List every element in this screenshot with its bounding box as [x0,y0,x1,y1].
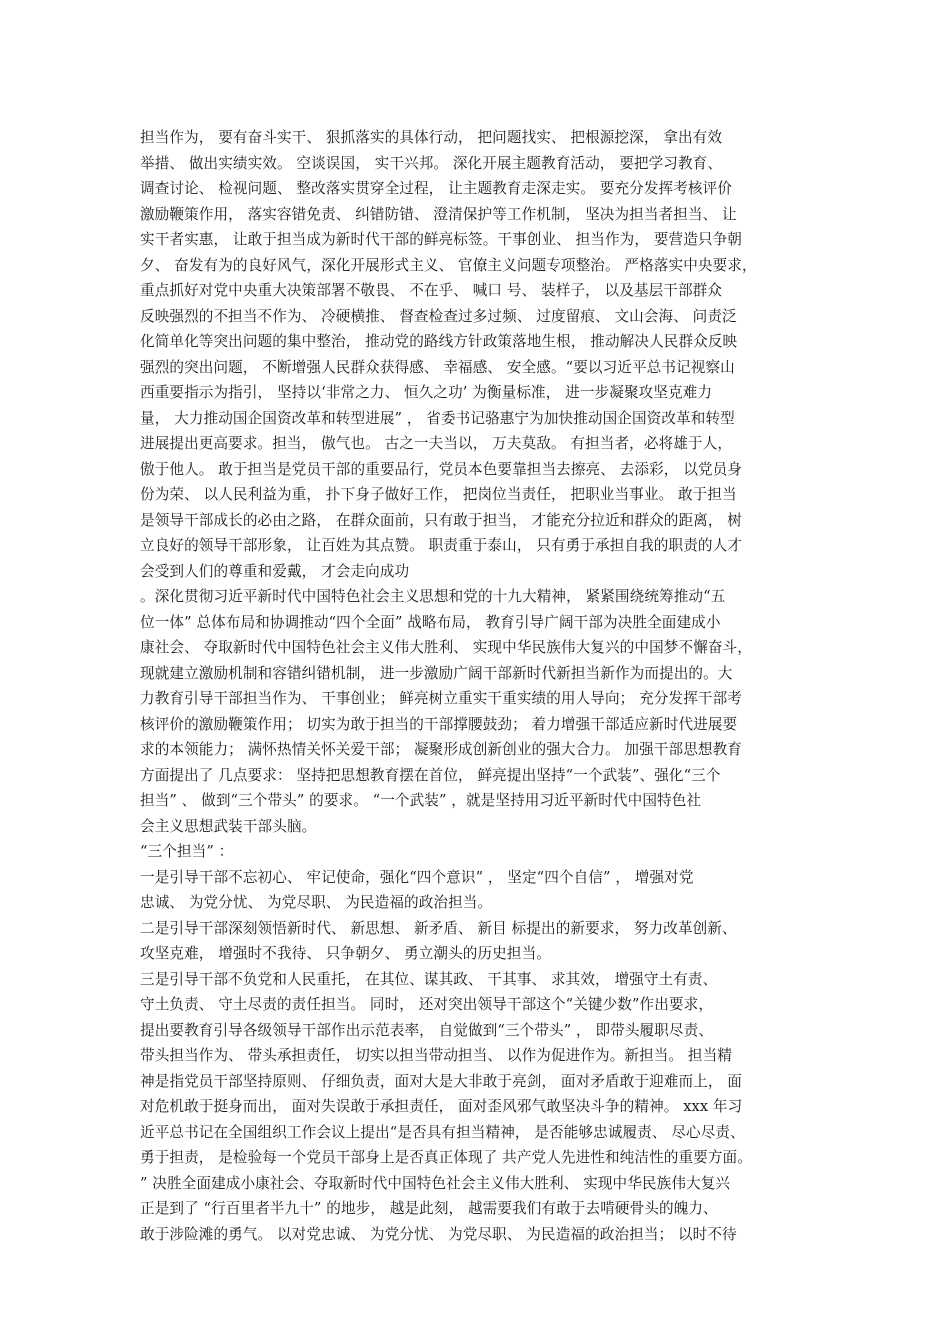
text-line: 傲于他人。 敢于担当是党员干部的重要品行，党员本色要靠担当去擦亮、 去添彩， 以党员身 [140,460,742,478]
text-line: 忠诚、 为党分忧、 为党尽职、 为民造福的政治担当。 [140,894,493,911]
text-line: 西重要指示为指引， 坚持以‘非常之力、 恒久之功’ 为衡量标准， 进一步凝聚攻坚克难力 [140,384,713,401]
text-line: 反映强烈的不担当不作为、 冷硬横推、 督查检查过多过频、 过度留痕、 文山会海、 问责泛 [140,307,737,325]
text-line: 二是引导干部深刻领悟新时代、 新思想、 新矛盾、 新目 标提出的新要求， 努力改革创新、 [140,919,737,937]
text-line: 调查讨论、 检视问题、 整改落实贯穿全过程， 让主题教育走深走实。 要充分发挥考核评价 [140,180,733,197]
text-line: 进展提出更高要求。担当， 傲气也。 古之一夫当以， 万夫莫敌。 有担当者，必将雄于人， [140,435,733,452]
text-line: 攻坚克难， 增强时不我待、 只争朝夕、 勇立潮头的历史担当。 [140,945,551,962]
text-line: 担当作为， 要有奋斗实干、 狠抓落实的具体行动， 把问题找实、 把根源挖深， 拿出有效 [140,129,723,146]
text-line: 敢于涉险滩的勇气。 以对党忠诚、 为党分忧、 为党尽职、 为民造福的政治担当； 以时不待 [140,1225,737,1243]
text-line: 一是引导干部不忘初心、 牢记使命，强化“四个意识” ， 坚定“四个自信” ， 增强对党 [140,868,694,886]
text-line: 夕、 奋发有为的良好风气，深化开展形式主义、 官僚主义问题专项整治。 严格落实中央要求， [140,256,757,274]
text-line: 神是指党员干部坚持原则、 仔细负责，面对大是大非敢于亮剑， 面对矛盾敢于迎难而上， 面 [140,1072,742,1090]
text-line: 求的本领能力； 满怀热情关怀关爱干部； 凝聚形成创新创业的强大合力。 加强干部思想教育 [140,741,742,758]
text-line: “三个担当” ： [140,843,234,860]
document-body [140,125,830,1247]
text-line: 量， 大力推动国企国资改革和转型进展” ， 省委书记骆惠宁为加快推动国企国资改革和转型 [140,409,735,427]
text-line: 勇于担责， 是检验每一个党员干部身上是否真正体现了 共产党人先进性和纯洁性的重要方面。 [140,1149,752,1166]
text-line: ” 决胜全面建成小康社会、夺取新时代中国特色社会主义伟大胜利、 实现中华民族伟大复兴 [140,1174,731,1192]
text-line: 激励鞭策作用， 落实容错免责、 纠错防错、 澄清保护等工作机制， 坚决为担当者担当、 让 [140,205,737,223]
text-line: 担当” 、 做到“三个带头” 的要求。 “一个武装” ，就是坚持用习近平新时代中国特色社 [140,792,702,809]
text-line: 力教育引导干部担当作为、 干事创业； 鲜亮树立重实干重实绩的用人导向； 充分发挥干部考 [140,690,742,707]
text-line: 提出要教育引导各级领导干部作出示范表率， 自觉做到“三个带头” ， 即带头履职尽责、 [140,1021,714,1039]
text-line: 强烈的突出问题， 不断增强人民群众获得感、 幸福感、 安全感。“要以习近平总书记视察山 [140,358,735,376]
text-line: 重点抓好对党中央重大决策部署不敬畏、 不在乎、 喊口 号、 装样子， 以及基层干部群众 [140,282,723,299]
text-line: 会主义思想武装干部头脑。 [140,817,317,835]
text-line: 会受到人们的尊重和爱戴， 才会走向成功 [140,562,410,580]
text-line: 。深化贯彻习近平新时代中国特色社会主义思想和党的十九大精神， 紧紧围绕统筹推动“五 [140,588,726,605]
text-line: 举措、 做出实绩实效。 空谈误国， 实干兴邦。 深化开展主题教育活动， 要把学习教育、 [140,154,723,172]
text-line: 核评价的激励鞭策作用； 切实为敢于担当的干部撑腰鼓劲； 着力增强干部适应新时代进展要 [140,715,738,733]
text-line: 位一体” 总体布局和协调推动“四个全面” 战略布局， 教育引导广阔干部为决胜全面建成小 [140,613,721,631]
text-line: 对危机敢于挺身而出， 面对失误敢于承担责任， 面对歪风邪气敢坚决斗争的精神。 xxx 年习 [140,1098,743,1115]
text-line: 守土负责、 守土尽责的责任担当。 同时， 还对突出领导干部这个“关键少数”作出要求， [140,996,714,1013]
text-line: 方面提出了 几点要求： 坚持把思想教育摆在首位， 鲜亮提出坚持“一个武装”、强化“三个 [140,766,721,784]
text-line: 立良好的领导干部形象， 让百姓为其点赞。 职责重于泰山， 只有勇于承担自我的职责的人才 [140,537,742,554]
text-line: 是领导干部成长的必由之路， 在群众面前，只有敢于担当， 才能充分拉近和群众的距离， 树 [140,511,742,529]
text-line: 正是到了 “行百里者半九十” 的地步， 越是此刻， 越需要我们有敢于去啃硬骨头的魄力、 [140,1200,718,1217]
text-line: 份为荣、 以人民利益为重， 扑下身子做好工作， 把岗位当责任， 把职业当事业。 敢于担当 [140,486,737,503]
text-line: 现就建立激励机制和容错纠错机制， 进一步激励广阔干部新时代新担当新作为而提出的。大 [140,664,733,682]
text-line: 化简单化等突出问题的集中整治， 推动党的路线方针政策落地生根， 推动解决人民群众反映 [140,333,738,350]
text-line: 带头担当作为、 带头承担责任， 切实以担当带动担当、 以作为促进作为。新担当。 担当精 [140,1047,733,1064]
text-line: 实干者实惠， 让敢于担当成为新时代干部的鲜亮标签。干事创业、 担当作为， 要营造只争朝 [140,231,742,248]
text-line: 三是引导干部不负党和人民重托， 在其位、谋其政、 干其事、 求其效， 增强守土有责、 [140,970,718,988]
text-line: 近平总书记在全国组织工作会议上提出“是否具有担当精神， 是否能够忠诚履责、 尽心尽责、 [140,1123,745,1141]
text-line: 康社会、 夺取新时代中国特色社会主义伟大胜利、 实现中华民族伟大复兴的中国梦不懈奋斗， [140,639,752,656]
